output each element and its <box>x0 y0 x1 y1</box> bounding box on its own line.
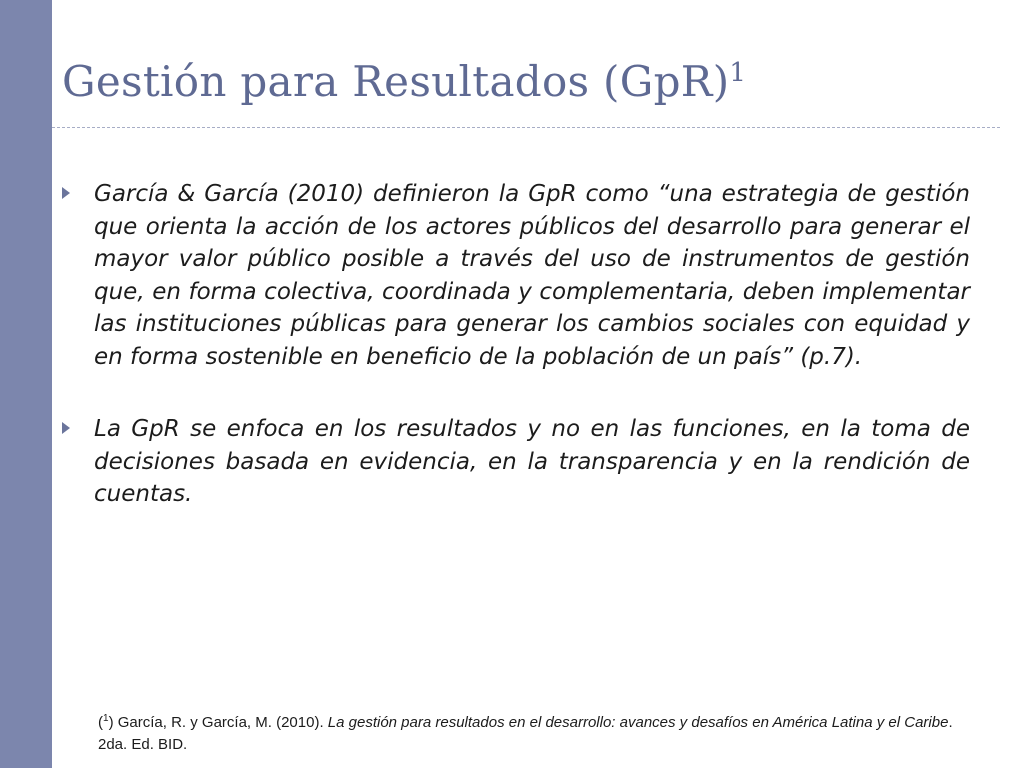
slide-title <box>62 58 746 106</box>
footnote-open-paren: ( <box>98 714 103 731</box>
title-footnote-marker: 1 <box>729 58 747 88</box>
bullet-text: García & García (2010) definieron la GpR como “una estrategia de gestión que orienta la acción de los actores públicos del desarrollo para generar el mayor valor público posible a través del uso de instrumentos de gestión que, en forma colectiva, coordinada y complementaria, deben implementar las instituciones públicas para generar los cambios sociales con equidad y en forma sostenible en beneficio de la población de un país” (p.7). <box>94 181 970 370</box>
footnote-edition: . 2da. Ed. BID. <box>98 714 953 753</box>
bullet-text: La GpR se enfoca en los resultados y no en las funciones, en la toma de decisiones basada en evidencia, en la transparencia y en la rendición de cuentas. <box>94 416 970 507</box>
triangle-right-icon <box>62 422 70 434</box>
footnote-book-title: La gestión para resultados en el desarrollo: avances y desafíos en América Latina y el Caribe <box>327 714 949 731</box>
footnote-marker: 1 <box>103 713 109 724</box>
bullet-list <box>58 178 970 551</box>
bullet-item <box>58 413 970 511</box>
triangle-right-icon <box>62 187 70 199</box>
title-divider <box>52 127 1000 128</box>
bullet-item <box>58 178 970 373</box>
footnote <box>98 712 978 756</box>
footnote-authors: ) García, R. y García, M. (2010). <box>108 714 328 731</box>
side-accent-bar <box>0 0 52 768</box>
slide-title-text: Gestión para Resultados (GpR) <box>62 57 730 106</box>
